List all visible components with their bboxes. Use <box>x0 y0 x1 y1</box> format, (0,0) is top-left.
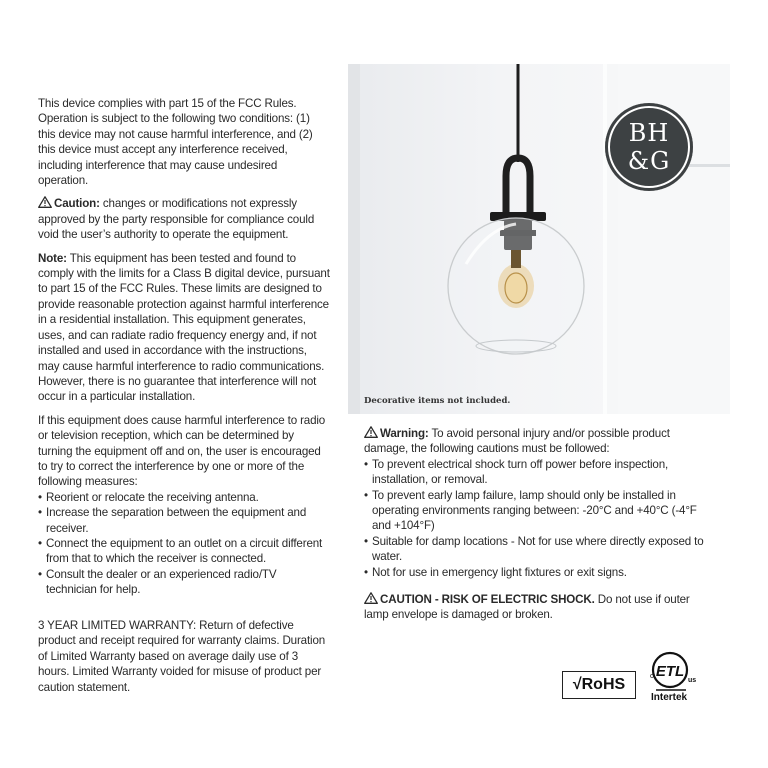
shock-text: Do not use if outer lamp envelope is damaged or broken. <box>364 593 690 622</box>
intertek-label: Intertek <box>651 692 688 703</box>
bhg-logo: BH &G <box>605 103 693 191</box>
shock-label: CAUTION - RISK OF ELECTRIC SHOCK. <box>380 593 595 607</box>
etl-c-text: c <box>650 673 654 680</box>
warning-triangle-icon <box>364 426 378 438</box>
list-item: • Reorient or relocate the receiving antenna. <box>38 490 259 504</box>
list-item: • Suitable for damp locations - Not for use where directly exposed to water. <box>364 534 704 564</box>
etl-us-text: us <box>688 677 697 684</box>
warning-section <box>364 426 704 623</box>
list-item: • Connect the equipment to an outlet on a circuit different from that to which the receiver is connected. <box>38 536 323 566</box>
warning-triangle-icon <box>364 592 378 604</box>
warning-triangle-icon <box>38 196 52 208</box>
shock-caution <box>364 592 704 623</box>
warning-label: Warning: <box>380 427 429 440</box>
list-item: • Not for use in emergency light fixtures or exit signs. <box>364 565 627 579</box>
product-photo <box>348 64 730 414</box>
list-item: • Consult the dealer or an experienced radio/TV technician for help. <box>38 567 277 597</box>
warning-intro <box>364 426 704 457</box>
caution-text: changes or modifications not expressly approved by the party responsible for compliance could void the user’s authority to operate the equipment. <box>38 197 315 242</box>
fcc-compliance-text: This device complies with part 15 of the FCC Rules. Operation is subject to the following two conditions: (1) this device may not cause harmful interference, and (2) this device must accept any interference received, including interference that may cause undesired operation. <box>38 97 313 188</box>
warning-text: To avoid personal injury and/or possible product damage, the following cautions must be followed: <box>364 427 670 456</box>
etl-text: ETL <box>655 663 685 680</box>
caution-label: Caution: <box>54 197 100 211</box>
fcc-caution <box>38 196 330 242</box>
note-label: Note: <box>38 251 67 265</box>
warning-list <box>364 457 704 580</box>
fcc-note <box>38 251 330 405</box>
warranty-text: 3 YEAR LIMITED WARRANTY: Return of defective product and receipt required for warranty claims. Duration of Limited Warranty based on average daily use of 3 hours. Limited Warranty voided for misuse of product per caution statement. <box>38 619 326 694</box>
note-text: This equipment has been tested and found to comply with the limits for a Class B digital device, pursuant to part 15 of the FCC Rules. These limits are designed to provide reasonable protection against harmful interference in a residential installation. This equipment generates, uses, and can radiate radio frequency energy and, if not installed and used in accordance with the instructions, may cause harmful interference to radio communications. However, there is no guarantee that interference will not occur in a particular installation. <box>38 251 330 404</box>
list-item: • To prevent early lamp failure, lamp should only be installed in operating environments ranging between: -20°C and +40°C (-4°F and +104°F) <box>364 488 697 533</box>
list-item: • To prevent electrical shock turn off power before inspection, installation, or removal. <box>364 457 669 487</box>
photo-caption: Decorative items not included. <box>364 396 511 406</box>
list-item: • Increase the separation between the equipment and receiver. <box>38 506 307 535</box>
rohs-badge: √RoHS <box>562 671 636 699</box>
fcc-section <box>38 96 330 598</box>
measures-list <box>38 490 330 598</box>
interference-intro: If this equipment does cause harmful interference to radio or television reception, which can be determined by turning the equipment off and on, the user is encouraged to try to correct the interference by one or more of the following measures: <box>38 413 326 489</box>
